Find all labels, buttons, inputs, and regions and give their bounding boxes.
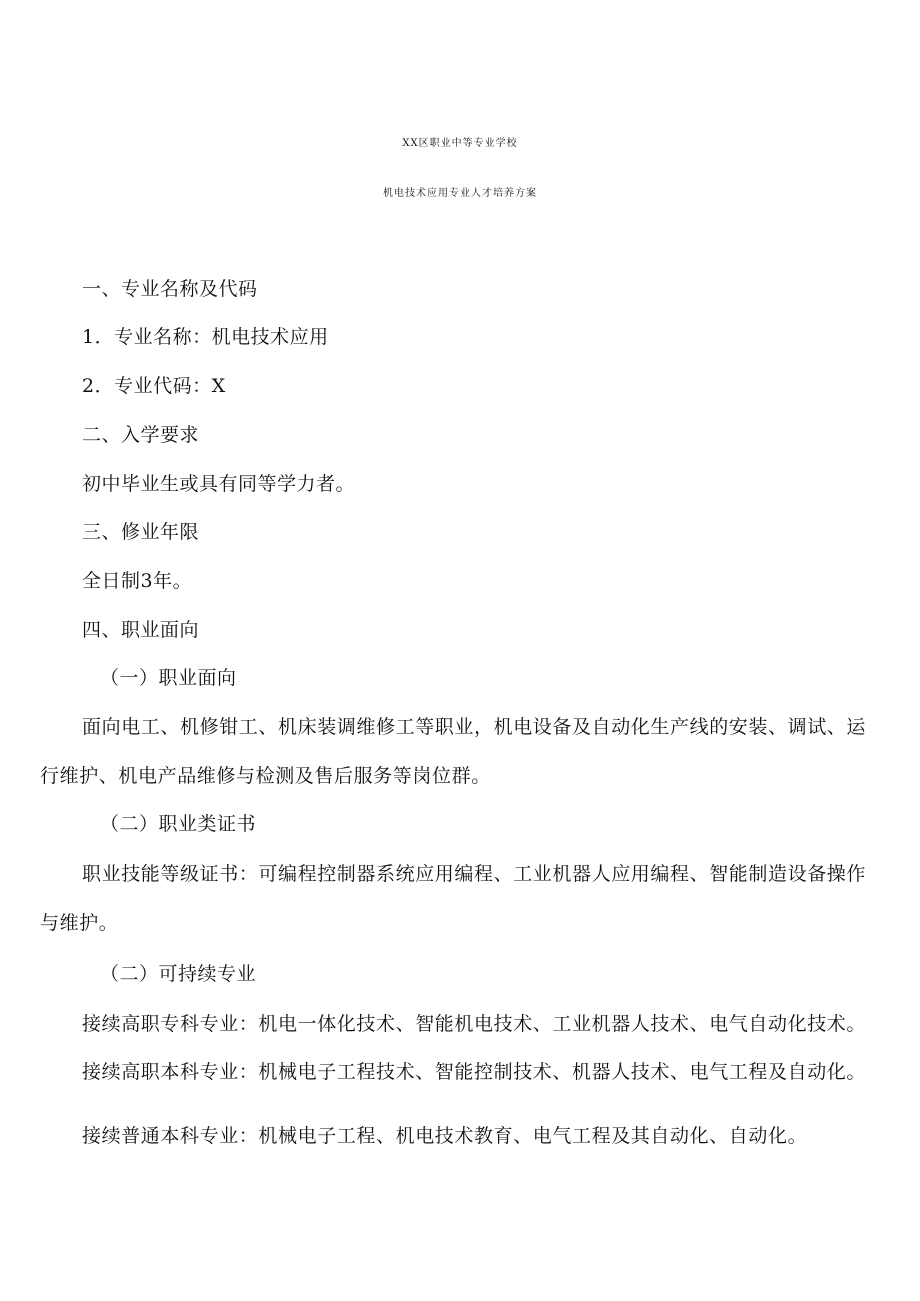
study-duration-text: 全日制3年。 — [82, 570, 193, 592]
continuing-majors-vocational-associate: 接续高职专科专业：机电一体化技术、智能机电技术、工业机器人技术、电气自动化技术。 — [82, 1013, 867, 1035]
subsection-certificates: （二）职业类证书 — [100, 813, 257, 835]
section-1-heading: 一、专业名称及代码 — [82, 278, 258, 300]
career-orientation-paragraph-line-1: 面向电工、机修钳工、机床装调维修工等职业，机电设备及自动化生产线的安装、调试、运 — [82, 716, 867, 738]
major-name-item: 1．专业名称：机电技术应用 — [82, 326, 329, 348]
subsection-career-orientation: （一）职业面向 — [100, 667, 237, 689]
certificates-paragraph-line-2: 与维护。 — [40, 912, 119, 934]
section-3-heading: 三、修业年限 — [82, 521, 200, 543]
section-2-heading: 二、入学要求 — [82, 424, 200, 446]
document-title-line-1: XX区职业中等专业学校 — [402, 138, 518, 149]
continuing-majors-regular-bachelor: 接续普通本科专业：机械电子工程、机电技术教育、电气工程及其自动化、自动化。 — [82, 1125, 808, 1147]
certificates-paragraph-line-1: 职业技能等级证书：可编程控制器系统应用编程、工业机器人应用编程、智能制造设备操作 — [82, 863, 867, 885]
career-orientation-paragraph-line-2: 行维护、机电产品维修与检测及售后服务等岗位群。 — [40, 765, 491, 787]
admission-requirement-text: 初中毕业生或具有同等学力者。 — [82, 473, 356, 495]
continuing-majors-vocational-bachelor: 接续高职本科专业：机械电子工程技术、智能控制技术、机器人技术、电气工程及自动化。 — [82, 1061, 867, 1083]
major-code-item: 2．专业代码：X — [82, 375, 226, 397]
section-4-heading: 四、职业面向 — [82, 619, 200, 641]
subsection-continuing-majors: （二）可持续专业 — [100, 963, 257, 985]
document-title-line-2: 机电技术应用专业人才培养方案 — [383, 188, 537, 199]
